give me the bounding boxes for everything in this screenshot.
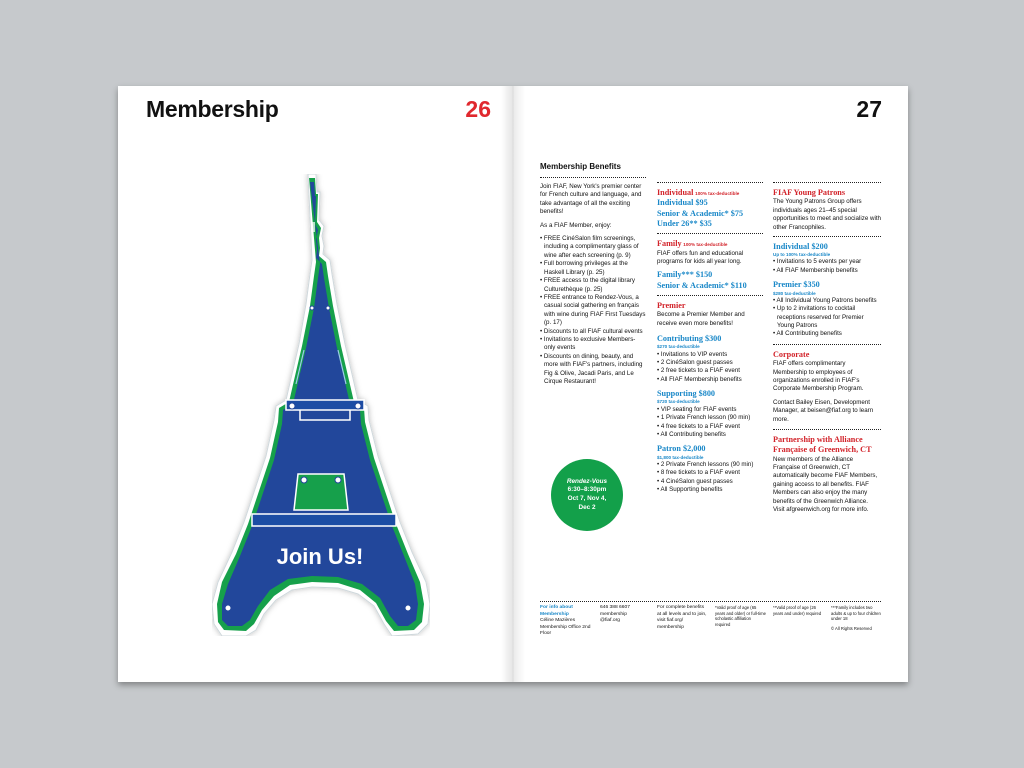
list-item: • Invitations to exclusive Members-only events xyxy=(540,336,646,353)
patron-tax: $1,800 tax-deductible xyxy=(657,454,704,460)
divider xyxy=(773,182,881,183)
contributing-section xyxy=(657,334,763,384)
family-desc: FIAF offers fun and educational programs for kids all year long. xyxy=(657,249,744,266)
young-patrons-section xyxy=(773,188,881,232)
contributing-label: Contributing $300 xyxy=(657,334,722,344)
divider xyxy=(657,295,763,296)
family-senior-price: Senior & Academic* $110 xyxy=(657,280,747,290)
young-patrons-label: FIAF Young Patrons xyxy=(773,188,846,197)
rendezvous-badge xyxy=(551,459,623,531)
list-item: • 8 free tickets to a FIAF event xyxy=(657,469,763,477)
list-item: • All Individual Young Patrons benefits xyxy=(773,297,881,305)
corporate-label: Corporate xyxy=(773,349,810,359)
left-page xyxy=(118,86,513,682)
footnote: ***Family includes two adults & up to four children under 18 xyxy=(831,605,881,622)
footer-office: Céline Mazières Membership Office 2nd Floor xyxy=(540,618,591,637)
list-item: • 2 Private French lessons (90 min) xyxy=(657,461,763,469)
corporate-desc: FIAF offers complimentary Membership to employees of organizations enrolled in FIAF's Corporate Membership Program. xyxy=(773,360,864,393)
divider xyxy=(540,177,646,178)
page-title: Membership xyxy=(146,96,279,122)
intro-text: Join FIAF, New York's premier center for French culture and language, and take advantage of all the exciting benefits! xyxy=(540,182,642,216)
family-label: Family xyxy=(657,239,682,249)
footer-info-label: For info about Membership xyxy=(540,605,573,617)
patron-label: Patron $2,000 xyxy=(657,444,706,454)
yp-individual-section xyxy=(773,242,881,275)
intro-column xyxy=(540,162,646,392)
list-item: • All FIAF Membership benefits xyxy=(657,376,763,384)
patron-section xyxy=(657,444,763,494)
footer-info xyxy=(540,605,592,638)
yp-premier-tax: $280 tax-deductible xyxy=(773,290,816,296)
supporting-tax: $720 tax-deductible xyxy=(657,399,700,405)
magazine-spread xyxy=(118,86,908,682)
divider xyxy=(773,236,881,237)
as-member-text: As a FIAF Member, enjoy: xyxy=(540,221,612,229)
list-item: • FREE access to the digital library Culturethèque (p. 25) xyxy=(540,277,646,294)
rendezvous-dates: Oct 7, Nov 4, xyxy=(567,495,607,502)
join-us-text: Join Us! xyxy=(276,544,364,569)
page-number-left: 26 xyxy=(465,96,491,122)
footer-divider xyxy=(540,601,881,602)
alliance-label: Partnership with Alliance xyxy=(773,435,863,445)
list-item: • Discounts to all FIAF cultural events xyxy=(540,328,646,336)
membership-levels-column xyxy=(657,182,763,500)
yp-individual-label: Individual $200 xyxy=(773,241,828,251)
divider xyxy=(773,429,881,430)
alliance-desc: New members of the Alliance Française of Greenwich, CT automatically become FIAF Members, gaining access to all benefits. FIAF Members can also enjoy the many benefits of the Greenwich Alliance. Visit afgreenwich.org for more info. xyxy=(773,455,878,514)
list-item: • 4 CinéSalon guest passes xyxy=(657,478,763,486)
benefits-list xyxy=(540,235,646,387)
footnote: *Valid proof of age (65 years and older) or full-time scholastic affiliation required xyxy=(715,605,766,628)
rights-text: © All Rights Reserved xyxy=(831,626,872,632)
supporting-section xyxy=(657,389,763,439)
supporting-label: Supporting $800 xyxy=(657,389,716,399)
family-section xyxy=(657,239,763,291)
individual-label: Individual xyxy=(657,188,694,197)
family-tax: 100% tax-deductible xyxy=(683,242,728,248)
individual-tax: 100% tax-deductible xyxy=(695,191,740,196)
list-item: • 2 CinéSalon guest passes xyxy=(657,359,763,367)
divider xyxy=(773,344,881,345)
list-item: • Discounts on dining, beauty, and more with FIAF's partners, including Fig & Olive, Jacadi Paris, and Le Cirque Restaurant! xyxy=(540,353,646,387)
premier-desc: Become a Premier Member and receive even more benefits! xyxy=(657,311,745,327)
footer-notes xyxy=(831,605,883,632)
list-item: • FREE entrance to Rendez-Vous, a casual social gathering en français with wine during FIAF First Tuesdays (p. 17) xyxy=(540,294,646,328)
individual-section xyxy=(657,188,763,229)
list-item: • 1 Private French lesson (90 min) xyxy=(657,414,763,422)
list-item: • Invitations to 5 events per year xyxy=(773,258,881,266)
list-item: • Up to 2 invitations to cocktail receptions reserved for Premier Young Patrons xyxy=(773,305,881,330)
young-patrons-desc: The Young Patrons Group offers individuals ages 21–45 special opportunities to meet and socialize with other Francophiles. xyxy=(773,198,881,231)
list-item: • 4 free tickets to a FIAF event xyxy=(657,423,763,431)
list-item: • 2 free tickets to a FIAF event xyxy=(657,367,763,375)
family-price: Family*** $150 xyxy=(657,270,713,280)
footer-phone: 646 388 6607 xyxy=(600,605,630,610)
premier-section xyxy=(657,301,763,328)
yp-premier-label: Premier $350 xyxy=(773,280,820,290)
individual-price: Individual $95 xyxy=(657,198,708,208)
senior-price: Senior & Academic* $75 xyxy=(657,208,744,218)
list-item: • FREE CinéSalon film screenings, including a complimentary glass of wine after each screening (p. 9) xyxy=(540,235,646,260)
rendezvous-name: Rendez-Vous xyxy=(566,477,608,485)
alliance-label: Française of Greenwich, CT xyxy=(773,445,872,455)
list-item: • All Contributing benefits xyxy=(773,330,881,338)
rendezvous-time: 6:30–8:30pm xyxy=(567,486,607,494)
under26-price: Under 26** $35 xyxy=(657,218,712,228)
right-page xyxy=(513,86,908,682)
list-item: • Full borrowing privileges at the Haskell Library (p. 25) xyxy=(540,260,646,277)
yp-individual-tax: Up to 100% tax-deductible xyxy=(773,252,831,258)
divider xyxy=(657,182,763,183)
eiffel-tower-illustration xyxy=(212,174,430,636)
list-item: • VIP seating for FIAF events xyxy=(657,406,763,414)
corporate-section xyxy=(773,350,881,424)
premier-label: Premier xyxy=(657,300,686,310)
footnote: **Valid proof of age (26 years and under) required xyxy=(773,605,822,616)
footer-complete: For complete benefits at all levels and to join, visit fiaf.org/ membership xyxy=(657,605,707,630)
benefits-heading: Membership Benefits xyxy=(540,162,621,171)
footer-email[interactable]: membership @fiaf.org xyxy=(600,611,627,624)
list-item: • All Contributing benefits xyxy=(657,431,763,439)
yp-premier-section xyxy=(773,280,881,339)
divider xyxy=(657,233,763,234)
alliance-section xyxy=(773,435,881,514)
footer-contact xyxy=(600,605,648,625)
contributing-tax: $270 tax-deductible xyxy=(657,344,700,350)
list-item: • All Supporting benefits xyxy=(657,486,763,494)
list-item: • Invitations to VIP events xyxy=(657,351,763,359)
list-item: • All FIAF Membership benefits xyxy=(773,267,881,275)
corporate-contact: Contact Bailey Eisen, Development Manager, at beisen@fiaf.org to learn more. xyxy=(773,398,874,423)
rendezvous-dates: Dec 2 xyxy=(578,503,596,511)
page-number-right: 27 xyxy=(856,96,882,122)
young-patrons-column xyxy=(773,182,881,519)
